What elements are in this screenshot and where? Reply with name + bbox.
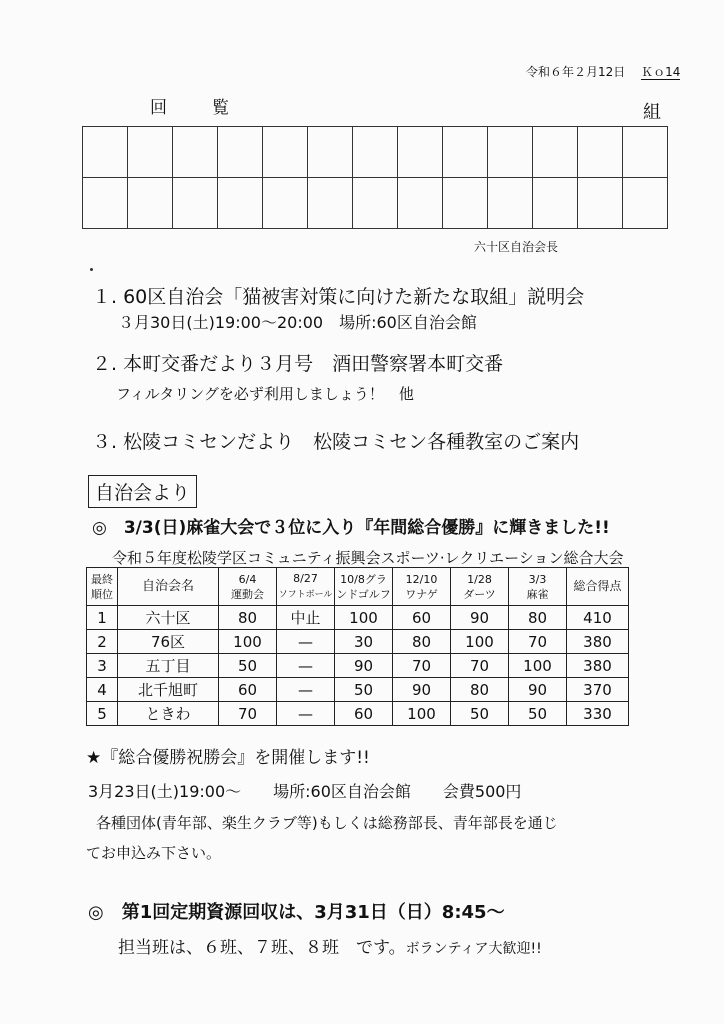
cell-score: 90 <box>451 606 509 630</box>
cell-rank: 1 <box>87 606 118 630</box>
results-header-row <box>87 568 629 606</box>
stamp-cell <box>488 178 533 229</box>
stamp-cell <box>488 127 533 178</box>
cell-score: 中止 <box>277 606 335 630</box>
cell-score: — <box>277 630 335 654</box>
header-team: 自治会名 <box>118 568 219 606</box>
grid-caption: 六十区自治会長 <box>474 240 559 254</box>
stamp-cell <box>128 127 173 178</box>
document-date: 令和６年２月12日 <box>526 65 626 79</box>
cell-score: — <box>277 654 335 678</box>
stamp-cell <box>353 127 398 178</box>
cell-score: 80 <box>393 630 451 654</box>
header-event: 6/4 運動会 <box>219 568 277 606</box>
cell-score: 30 <box>335 630 393 654</box>
cell-team: ときわ <box>118 702 219 726</box>
celebration-note-line1: 各種団体(青年部、楽生クラブ等)もしくは総務部長、青年部長を通じ <box>96 814 558 832</box>
header-event: 8/27 ソフトボール <box>277 568 335 606</box>
stamp-cell <box>443 127 488 178</box>
recycling-detail-line <box>118 933 542 958</box>
cell-score: 90 <box>335 654 393 678</box>
stamp-cell <box>263 178 308 229</box>
kumi-label: 組 <box>643 102 661 123</box>
table-row <box>87 678 629 702</box>
table-row <box>87 654 629 678</box>
stamp-cell <box>398 178 443 229</box>
header-event: 1/28 ダーツ <box>451 568 509 606</box>
recycling-detail: 担当班は、６班、７班、８班 です。 <box>118 938 406 958</box>
item-3-title: ３. 松陵コミセンだより 松陵コミセン各種教室のご案内 <box>92 431 580 453</box>
stamp-cell <box>623 178 668 229</box>
cell-score: 100 <box>335 606 393 630</box>
cell-score: 50 <box>335 678 393 702</box>
cell-score: 80 <box>509 606 567 630</box>
cell-score: 100 <box>393 702 451 726</box>
section-heading: 自治会より <box>88 475 197 508</box>
cell-score: 80 <box>451 678 509 702</box>
stamp-cell <box>533 178 578 229</box>
stamp-cell <box>578 178 623 229</box>
cell-score: 50 <box>451 702 509 726</box>
cell-score: 80 <box>219 606 277 630</box>
header-total: 総合得点 <box>567 568 629 606</box>
stamp-cell <box>578 127 623 178</box>
item-1-detail: ３月30日(土)19:00～20:00 場所:60区自治会館 <box>118 313 477 332</box>
cell-score: 100 <box>509 654 567 678</box>
cell-rank: 2 <box>87 630 118 654</box>
table-row <box>87 630 629 654</box>
cell-score: 90 <box>393 678 451 702</box>
item-2-detail: フィルタリングを必ず利用しましょう！ 他 <box>116 385 414 403</box>
cell-score: — <box>277 702 335 726</box>
cell-team: 76区 <box>118 630 219 654</box>
celebration-note-line2: てお申込み下さい。 <box>86 844 222 862</box>
stamp-cell <box>443 178 488 229</box>
cell-score: 50 <box>509 702 567 726</box>
cell-score: 60 <box>219 678 277 702</box>
cell-score: 70 <box>219 702 277 726</box>
kairan-label: 回 覧 <box>150 98 243 118</box>
cell-total: 410 <box>567 606 629 630</box>
celebration-title: ★『総合優勝祝勝会』を開催します!! <box>86 748 370 768</box>
stamp-cell <box>263 127 308 178</box>
cell-rank: 5 <box>87 702 118 726</box>
cell-score: 70 <box>509 630 567 654</box>
cell-total: 380 <box>567 654 629 678</box>
cell-total: 380 <box>567 630 629 654</box>
cell-score: 70 <box>393 654 451 678</box>
item-1-title: １. 60区自治会「猫被害対策に向けた新たな取組」説明会 <box>92 286 585 308</box>
cell-score: 100 <box>451 630 509 654</box>
cell-team: 六十区 <box>118 606 219 630</box>
cell-team: 北千旭町 <box>118 678 219 702</box>
results-table-title: 令和５年度松陵学区コミュニティ振興会スポーツ·レクリエーション総合大会 <box>112 549 624 567</box>
results-table <box>86 567 629 726</box>
document-date-line <box>526 63 680 80</box>
stamp-cell <box>398 127 443 178</box>
stamp-cell <box>173 127 218 178</box>
table-row <box>87 702 629 726</box>
table-row <box>87 606 629 630</box>
stamp-cell <box>533 127 578 178</box>
header-event: 3/3 麻雀 <box>509 568 567 606</box>
header-event: 10/8グラ ンドゴルフ <box>335 568 393 606</box>
stamp-cell <box>308 127 353 178</box>
header-event: 12/10 ワナゲ <box>393 568 451 606</box>
celebration-details: 3月23日(土)19:00～ 場所:60区自治会館 会費500円 <box>88 782 522 801</box>
volunteer-welcome: ボランティア大歓迎!! <box>405 941 542 957</box>
cell-rank: 3 <box>87 654 118 678</box>
stamp-cell <box>353 178 398 229</box>
item-2-title: ２. 本町交番だより３月号 酒田警察署本町交番 <box>92 353 504 375</box>
document-number: Ｋｏ14 <box>641 65 681 79</box>
cell-score: 60 <box>335 702 393 726</box>
cell-score: 100 <box>219 630 277 654</box>
scan-dot <box>90 268 93 271</box>
stamp-cell <box>83 178 128 229</box>
cell-total: 370 <box>567 678 629 702</box>
circulation-stamp-grid <box>82 126 668 229</box>
stamp-cell <box>83 127 128 178</box>
cell-rank: 4 <box>87 678 118 702</box>
championship-highlight: ◎ 3/3(日)麻雀大会で３位に入り『年間総合優勝』に輝きました!! <box>92 518 610 538</box>
stamp-cell <box>173 178 218 229</box>
cell-team: 五丁目 <box>118 654 219 678</box>
stamp-cell <box>308 178 353 229</box>
recycling-title: ◎ 第1回定期資源回収は、3月31日（日）8:45～ <box>88 902 505 923</box>
stamp-cell <box>218 178 263 229</box>
cell-score: 50 <box>219 654 277 678</box>
header-rank: 最終 順位 <box>87 568 118 606</box>
cell-score: — <box>277 678 335 702</box>
cell-total: 330 <box>567 702 629 726</box>
stamp-cell <box>218 127 263 178</box>
cell-score: 70 <box>451 654 509 678</box>
stamp-cell <box>128 178 173 229</box>
cell-score: 90 <box>509 678 567 702</box>
stamp-cell <box>623 127 668 178</box>
cell-score: 60 <box>393 606 451 630</box>
